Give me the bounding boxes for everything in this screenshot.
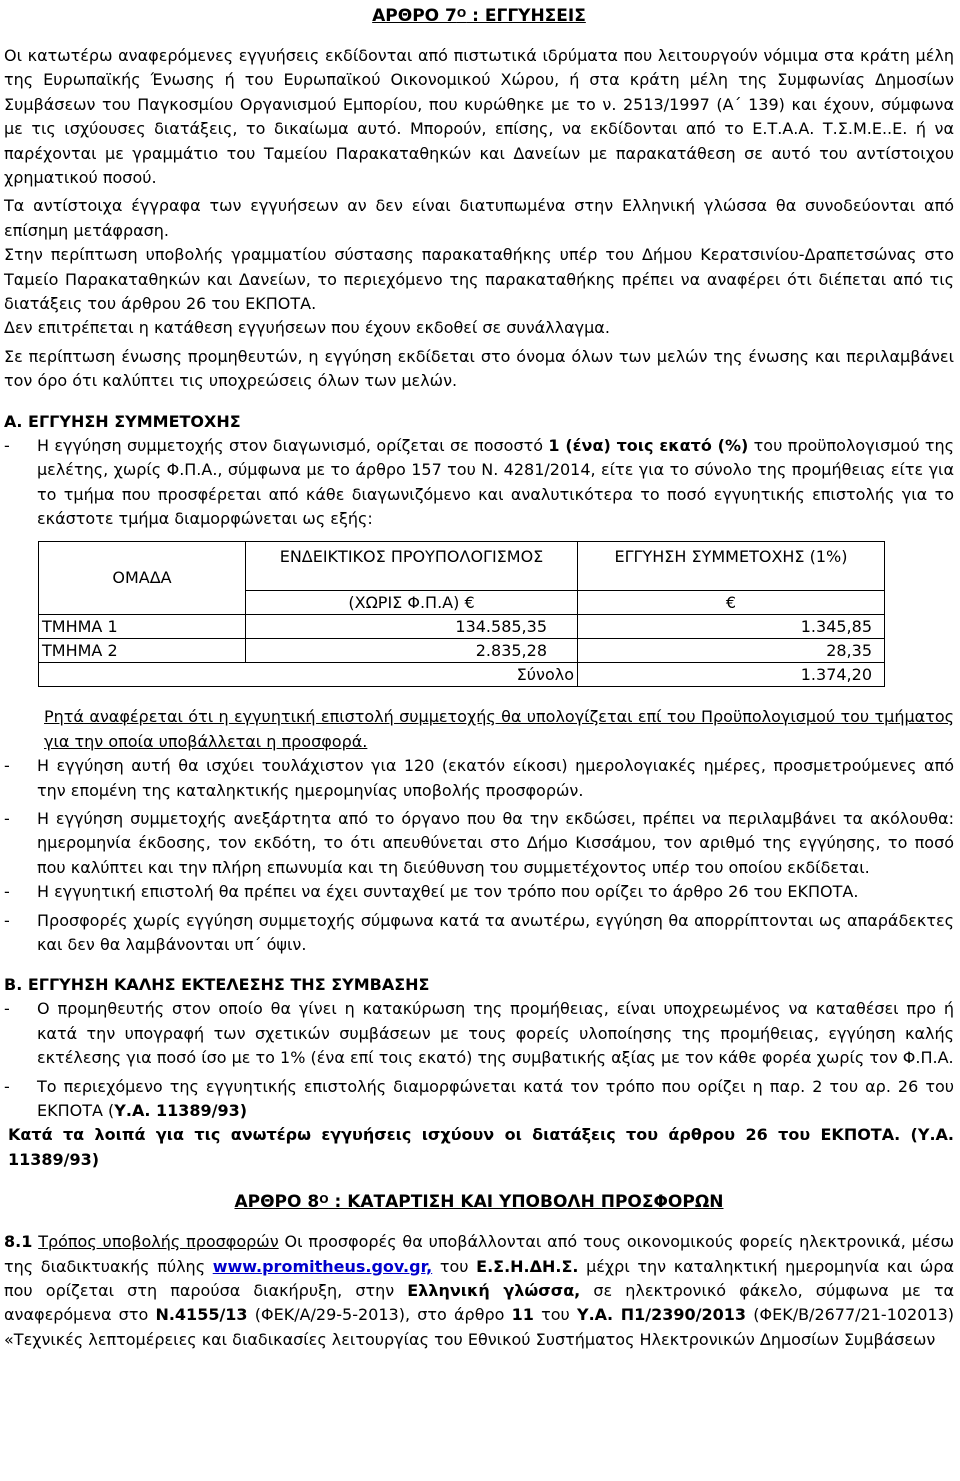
section-a-item-4: - Η εγγυητική επιστολή θα πρέπει να έχει συνταχθεί με τον τρόπο που ορίζει το άρθρο 26 του ΕΚΠΟΤΑ.: [4, 882, 859, 902]
section-a-title: Α. ΕΓΓΥΗΣΗ ΣΥΜΜΕΤΟΧΗΣ: [4, 411, 241, 431]
table-header-budget-sub: (ΧΩΡΙΣ Φ.Π.Α) €: [246, 591, 578, 615]
section-a-item-1: - Η εγγύηση συμμετοχής στον διαγωνισμό, ορίζεται σε ποσοστό 1 (ένα) τοις εκατό (%) του προϋπολογισμού της μελέτης, χωρίς Φ.Π.Α., σύμφωνα με το άρθρο 157 του Ν. 4281/2014, είτε για το σύνολο της προμήθειας είτε για το τμήμα που προσφέρεται από κάθε διαγωνιζόμενο και αναλυτικότερα το ποσό εγγυητικής επιστολής για το εκάστοτε τμήμα διαμορφώνεται ως εξής:: [4, 435, 954, 528]
table-row: ΤΜΗΜΑ 1 134.585,35 1.345,85: [39, 615, 885, 639]
intro-paragraph-3: Στην περίπτωση υποβολής γραμματίου σύστασης παρακαταθήκης υπέρ του Δήμου Κερατσινίου-Δραπετσώνας στο Ταμείο Παρακαταθηκών και Δανείων, το περιεχόμενο της παρακαταθήκης πρέπει να αναφέρει ότι διέπεται από τις διατάξεις του άρθρου 26 του ΕΚΠΟΤΑ.: [4, 245, 954, 314]
table-header-guarantee-sub: €: [578, 591, 885, 615]
table-header-budget: ΕΝΔΕΙΚΤΙΚΟΣ ΠΡΟΥΠΟΛΟΓΙΣΜΟΣ: [246, 542, 578, 591]
section-b-closing: Κατά τα λοιπά για τις ανωτέρω εγγυήσεις ισχύουν οι διατάξεις του άρθρου 26 του ΕΚΠΟΤΑ. (Υ.Α. 11389/93): [8, 1125, 954, 1169]
table-row: ΤΜΗΜΑ 2 2.835,28 28,35: [39, 639, 885, 663]
section-b-item-2: - Το περιεχόμενο της εγγυητικής επιστολής διαμορφώνεται κατά τον τρόπο που ορίζει η παρ. 2 του αρ. 26 του ΕΚΠΟΤΑ (Υ.Α. 11389/93): [4, 1076, 954, 1120]
article-7-heading: ΑΡΘΡΟ $7^O$ : ΕΓΓΥΗΣΕΙΣ: [372, 6, 586, 26]
guarantee-table: [38, 541, 885, 687]
intro-paragraph-1: Οι κατωτέρω αναφερόμενες εγγυήσεις εκδίδονται από πιστωτικά ιδρύματα που λειτουργούν νόμιμα στα κράτη μέλη της Ευρωπαϊκής Ένωσης ή του Ευρωπαϊκού Οικονομικού Χώρου, ή στα κράτη μέλη της Συμφωνίας Δημοσίων Συμβάσεων του Παγκοσμίου Οργανισμού Εμπορίου, που κυρώθηκε με το ν. 2513/1997 (Α΄ 139) και έχουν, σύμφωνα με τις ισχύουσες διατάξεις, το δικαίωμα αυτό. Μπορούν, επίσης, να εκδίδονται από το Ε.Τ.Α.Α. Τ.Σ.Μ.Ε..Ε. ή να παρέχονται με γραμμάτιο του Ταμείου Παρακαταθηκών και Δανείων με παρακατάθεση σε αυτό του αντίστοιχου χρηματικού ποσού.: [4, 46, 954, 188]
section-b-title: Β. ΕΓΓΥΗΣΗ ΚΑΛΗΣ ΕΚΤΕΛΕΣΗΣ ΤΗΣ ΣΥΜΒΑΣΗΣ: [4, 975, 430, 995]
section-a-item-2: - Η εγγύηση αυτή θα ισχύει τουλάχιστον για 120 (εκατόν είκοσι) ημερολογιακές ημέρες, προσμετρούμενες από την επομένη της καταληκτικής ημερομηνίας υποβολής προσφορών.: [4, 756, 954, 800]
submission-method-link: Τρόπος υποβολής προσφορών: [38, 1232, 279, 1252]
article-8-heading: ΑΡΘΡΟ $8^O$ : ΚΑΤΑΡΤΙΣΗ ΚΑΙ ΥΠΟΒΟΛΗ ΠΡΟΣΦΟΡΩΝ: [234, 1192, 724, 1213]
paragraph-8-1: 8.1 Τρόπος υποβολής προσφορών Οι προσφορές θα υποβάλλονται από τους οικονομικούς φορείς ηλεκτρονικά, μέσω της διαδικτυακής πύλης www.promitheus.gov.gr, του Ε.Σ.Η.ΔΗ.Σ. μέχρι την καταληκτική ημερομηνία και ώρα που ορίζεται στη παρούσα διακήρυξη, στην Ελληνική γλώσσα, σε ηλεκτρονικό φάκελο, σύμφωνα με τα αναφερόμενα στο Ν.4155/13 (ΦΕΚ/Α/29-5-2013), στο άρθρο 11 του Υ.Α. Π1/2390/2013 (ΦΕΚ/Β/2677/21-102013) «Τεχνικές λεπτομέρειες και διαδικασίες λειτουργίας του Εθνικού Συστήματος Ηλεκτρονικών Δημοσίων Συμβάσεων: [4, 1232, 955, 1349]
section-a-item-5: - Προσφορές χωρίς εγγύηση συμμετοχής σύμφωνα κατά τα ανωτέρω, εγγύηση θα απορρίπτονται ως απαράδεκτες και δεν θα λαμβάνονται υπ΄ όψιν.: [4, 910, 954, 954]
table-header-guarantee: ΕΓΓΥΗΣΗ ΣΥΜΜΕΤΟΧΗΣ (1%): [578, 542, 885, 591]
section-a-note: Ρητά αναφέρεται ότι η εγγυητική επιστολή συμμετοχής θα υπολογίζεται επί του Προϋπολογισμού του τμήματος για την οποία υποβάλλεται η προσφορά.: [44, 707, 954, 751]
table-total-row: Σύνολο 1.374,20: [39, 663, 885, 687]
promitheus-link[interactable]: www.promitheus.gov.gr,: [212, 1256, 433, 1276]
section-a-item-3: - Η εγγύηση συμμετοχής ανεξάρτητα από το όργανο που θα την εκδώσει, πρέπει να περιλαμβάνει τα ακόλουθα: ημερομηνία έκδοσης, τον εκδότη, το ότι απευθύνεται στο Δήμο Κισσάμου, τον αριθμό της εγγύησης, το ποσό που καλύπτει και την πλήρη επωνυμία και τη διεύθυνση του συμμετέχοντος υπέρ του οποίου εκδίδεται.: [4, 808, 954, 877]
intro-paragraph-4: Δεν επιτρέπεται η κατάθεση εγγυήσεων που έχουν εκδοθεί σε συνάλλαγμα.: [4, 318, 610, 338]
table-header-group: ΟΜΑΔΑ: [39, 542, 246, 615]
section-b-item-1: - Ο προμηθευτής στον οποίο θα γίνει η κατακύρωση της προμήθειας, είναι υποχρεωμένος να καταθέσει προ ή κατά την υπογραφή των σχετικών συμβάσεων με τους φορείς υλοποίησης της προμήθειας, εγγύηση καλής εκτέλεσης για ποσό ίσο με το 1% (ένα επί τοις εκατό) της συμβατικής αξίας με τον κάθε φορέα χωρίς τον Φ.Π.Α.: [4, 999, 954, 1068]
intro-paragraph-5: Σε περίπτωση ένωσης προμηθευτών, η εγγύηση εκδίδεται στο όνομα όλων των μελών της ένωσης και περιλαμβάνει τον όρο ότι καλύπτει τις υποχρεώσεις όλων των μελών.: [4, 346, 954, 391]
intro-paragraph-2: Τα αντίστοιχα έγγραφα των εγγυήσεων αν δεν είναι διατυπωμένα στην Ελληνική γλώσσα θα συνοδεύονται από επίσημη μετάφραση.: [4, 196, 954, 240]
